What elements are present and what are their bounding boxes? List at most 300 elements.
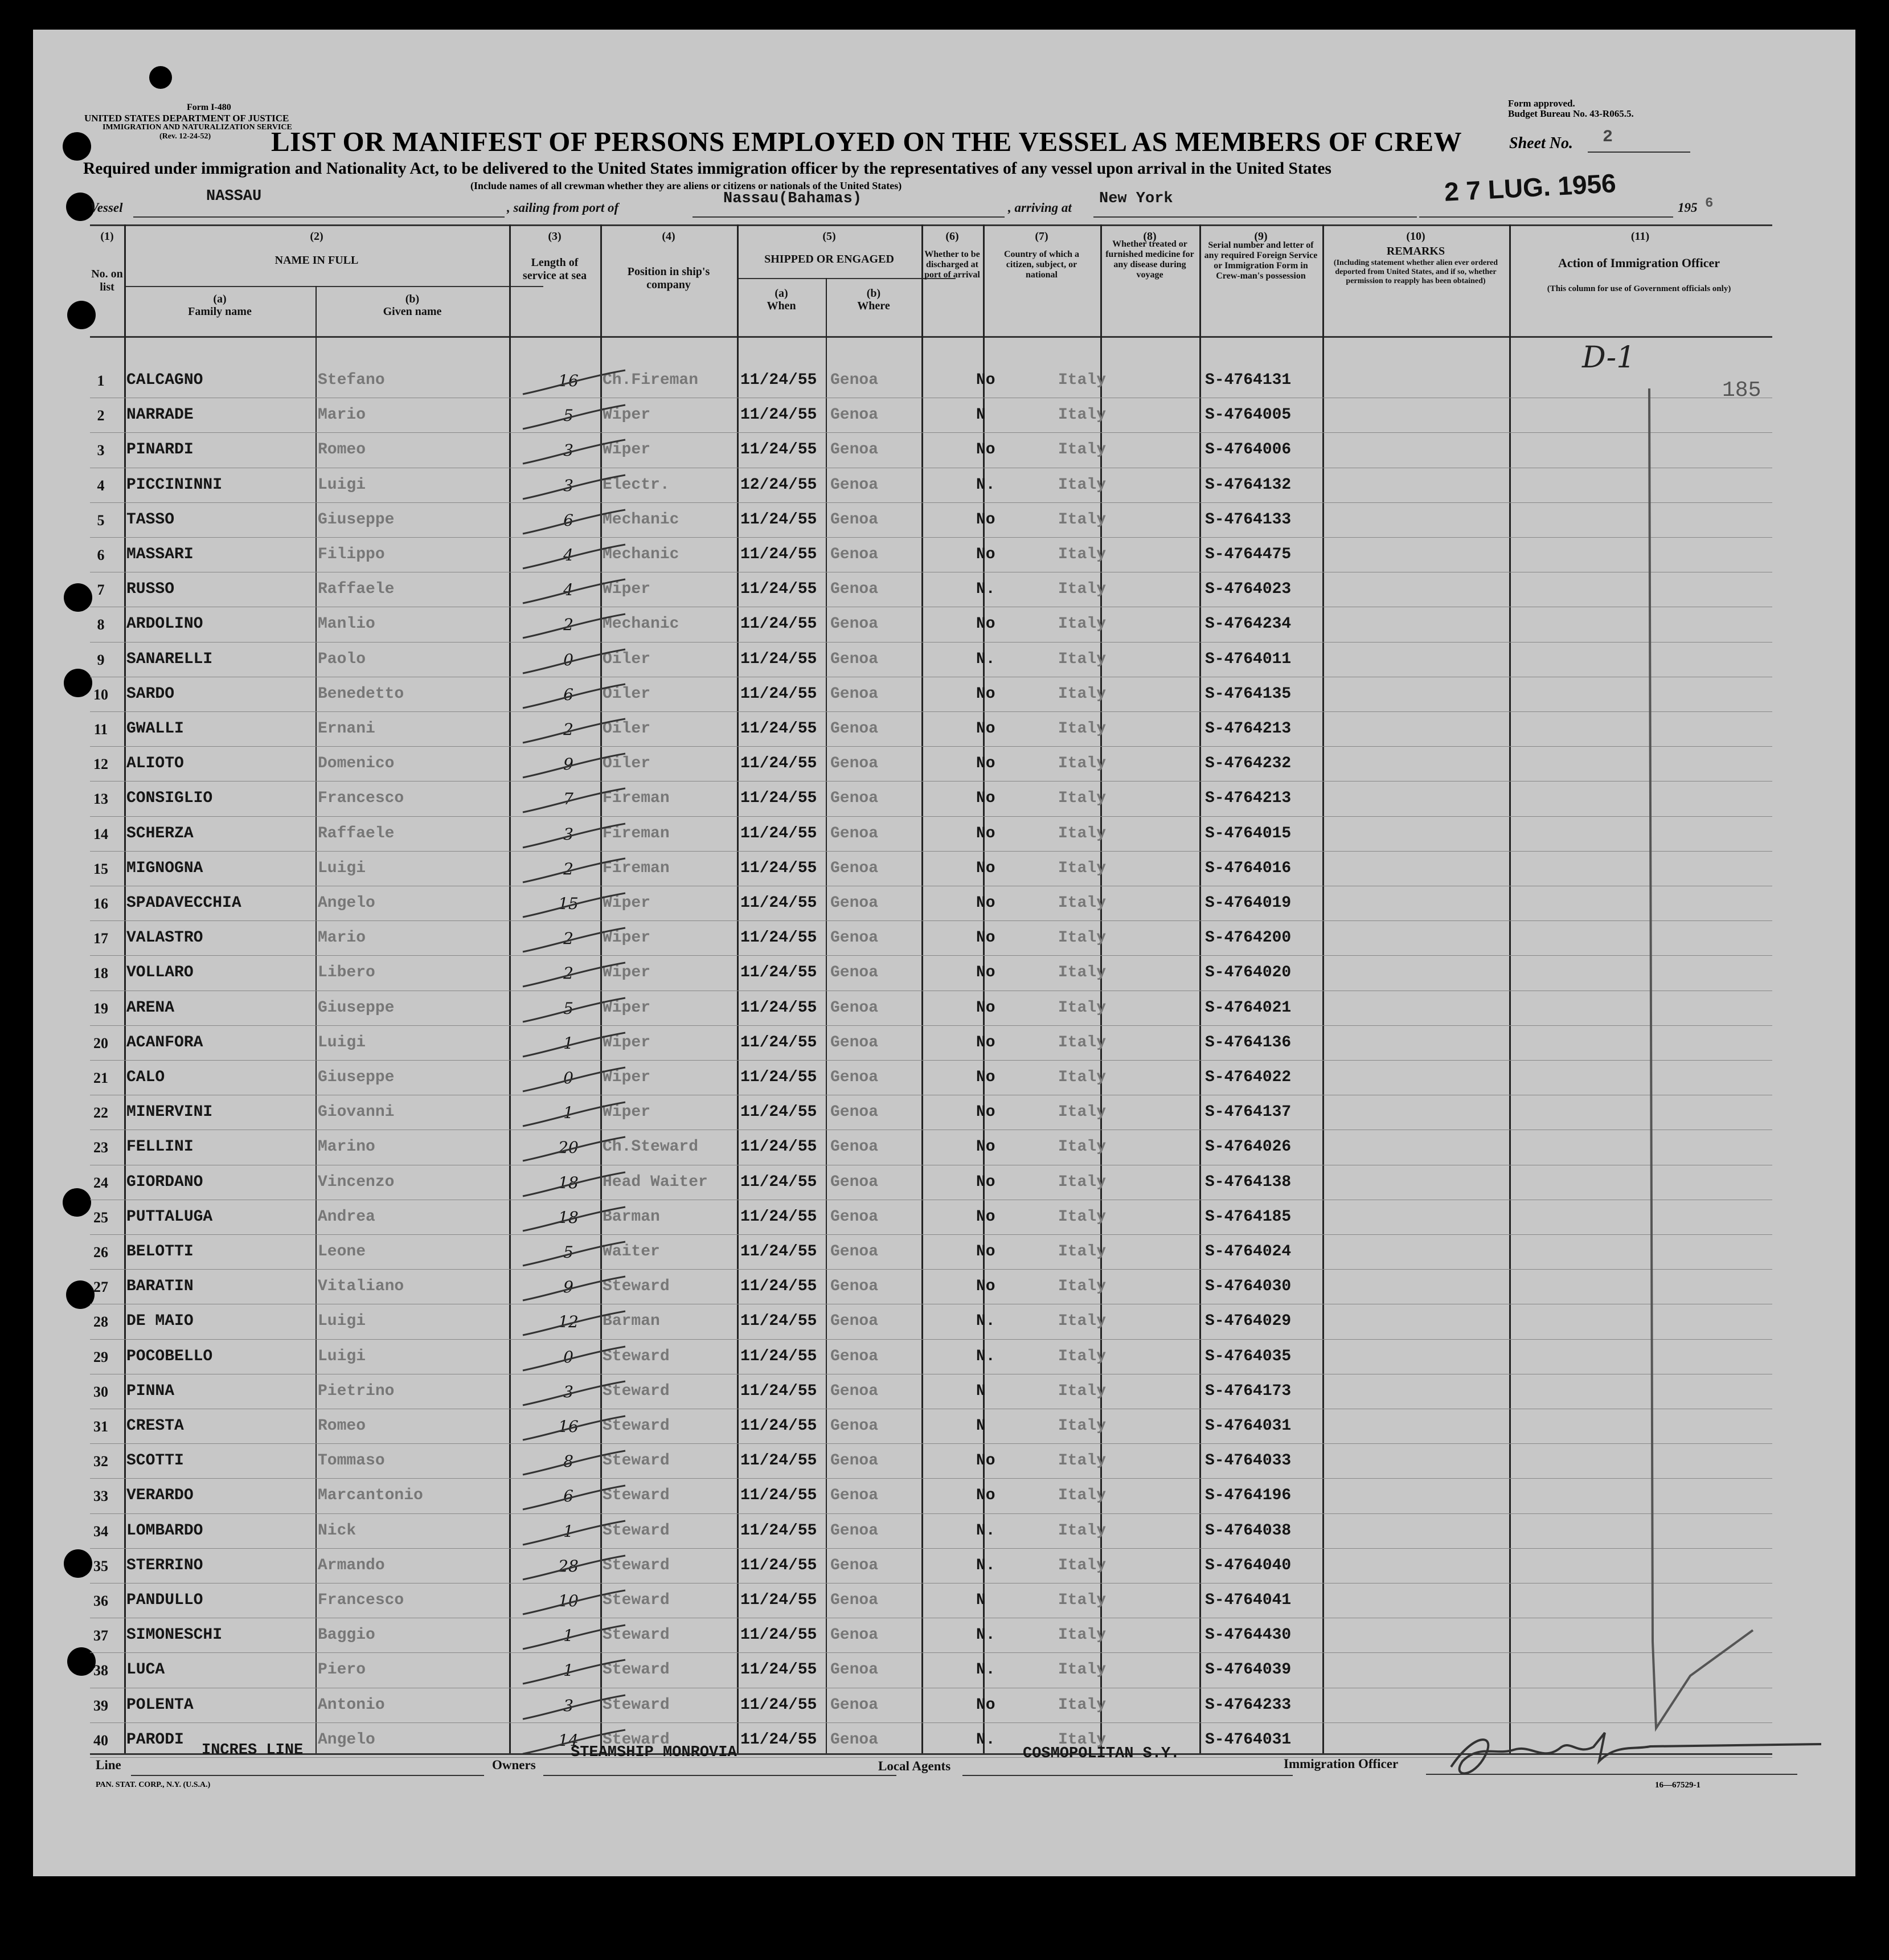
- check-mark-icon: [517, 1551, 631, 1585]
- given-name-cell: Domenico: [318, 755, 395, 773]
- shipped-when-cell: 11/24/55: [740, 441, 817, 459]
- position-cell: Fireman: [603, 789, 670, 808]
- family-name-cell: BARATIN: [126, 1278, 194, 1296]
- shipped-when-cell: 11/24/55: [740, 755, 817, 773]
- family-name-cell: POCOBELLO: [126, 1347, 213, 1365]
- check-mark-icon: [517, 854, 631, 888]
- col-10-label: REMARKS: [1386, 245, 1445, 257]
- check-mark-icon: [517, 1028, 631, 1062]
- country-cell: Italy: [1058, 1452, 1107, 1470]
- country-cell: Italy: [1058, 510, 1107, 529]
- discharged-cell: N: [976, 1417, 986, 1435]
- col-7-label: Country of which a citizen, subject, or national: [1003, 249, 1079, 280]
- shipped-when-cell: 11/24/55: [740, 929, 817, 947]
- discharged-cell: N: [976, 1591, 986, 1609]
- country-cell: Italy: [1058, 929, 1107, 947]
- country-cell: Italy: [1058, 615, 1107, 633]
- date-underline: [1419, 216, 1673, 218]
- given-name-cell: Vitaliano: [318, 1278, 404, 1296]
- position-cell: Ch.Steward: [603, 1138, 699, 1156]
- serial-number-cell: S-4764137: [1205, 1103, 1292, 1122]
- crew-row: [90, 817, 1772, 852]
- family-name-cell: SARDO: [126, 685, 175, 703]
- serial-number-cell: S-4764024: [1205, 1243, 1292, 1261]
- col-3-number: (3): [548, 230, 562, 243]
- sailing-from-label: , sailing from port of: [507, 200, 619, 215]
- year-digit: 6: [1705, 196, 1714, 211]
- shipped-when-cell: 11/24/55: [740, 1487, 817, 1505]
- family-name-cell: GWALLI: [126, 720, 184, 738]
- shipped-when-cell: 11/24/55: [740, 1730, 817, 1749]
- service-length-cell: 2: [563, 859, 573, 878]
- check-mark-icon: [517, 923, 631, 958]
- owners-underline: [543, 1775, 896, 1776]
- family-name-cell: ACANFORA: [126, 1033, 203, 1051]
- position-cell: Steward: [603, 1661, 670, 1679]
- family-name-cell: PANDULLO: [126, 1591, 203, 1609]
- crew-row: [90, 852, 1772, 886]
- serial-number-cell: S-4764200: [1205, 929, 1292, 947]
- check-mark-icon: [517, 435, 631, 469]
- row-number: 34: [93, 1523, 108, 1540]
- discharged-cell: No: [976, 685, 995, 703]
- service-length-cell: 4: [563, 580, 573, 600]
- service-length-cell: 14: [558, 1730, 579, 1750]
- family-name-cell: SANARELLI: [126, 650, 213, 668]
- punch-hole: [149, 66, 172, 89]
- shipped-where-cell: Genoa: [830, 371, 879, 389]
- position-cell: Wiper: [603, 406, 651, 424]
- given-name-cell: Luigi: [318, 859, 366, 877]
- country-cell: Italy: [1058, 476, 1107, 494]
- serial-number-cell: S-4764041: [1205, 1591, 1292, 1609]
- serial-number-cell: S-4764015: [1205, 824, 1292, 842]
- shipped-when-cell: 11/24/55: [740, 371, 817, 389]
- given-name-cell: Marino: [318, 1138, 375, 1156]
- form-title: LIST OR MANIFEST OF PERSONS EMPLOYED ON THE VESSEL AS MEMBERS OF CREW: [271, 126, 1462, 157]
- position-cell: Barman: [603, 1208, 660, 1226]
- discharged-cell: No: [976, 964, 995, 982]
- position-cell: Fireman: [603, 859, 670, 877]
- service-length-cell: 2: [563, 615, 573, 635]
- position-cell: Oiler: [603, 685, 651, 703]
- crew-row: [90, 607, 1772, 642]
- given-name-cell: Tommaso: [318, 1452, 385, 1470]
- shipped-where-cell: Genoa: [830, 964, 879, 982]
- serial-number-cell: S-4764011: [1205, 650, 1292, 668]
- col-5a-number: (a): [775, 287, 788, 300]
- family-name-cell: SCHERZA: [126, 824, 194, 842]
- service-length-cell: 3: [563, 824, 573, 844]
- shipped-when-cell: 11/24/55: [740, 1138, 817, 1156]
- local-agents-underline: [962, 1775, 1293, 1776]
- given-name-cell: Ernani: [318, 720, 375, 738]
- row-number: 32: [93, 1453, 108, 1470]
- given-name-cell: Marcantonio: [318, 1487, 423, 1505]
- shipped-when-cell: 11/24/55: [740, 546, 817, 563]
- row-number: 14: [93, 825, 108, 842]
- service-length-cell: 0: [563, 1347, 573, 1366]
- check-mark-icon: [517, 645, 631, 679]
- shipped-where-cell: Genoa: [830, 1347, 879, 1365]
- check-mark-icon: [517, 1481, 631, 1515]
- row-number: 9: [97, 651, 105, 668]
- shipped-when-cell: 11/24/55: [740, 685, 817, 703]
- row-number: 37: [93, 1627, 108, 1644]
- given-name-cell: Luigi: [318, 476, 366, 494]
- row-number: 38: [93, 1662, 108, 1679]
- col-5a-label: When: [767, 300, 796, 312]
- country-cell: Italy: [1058, 1730, 1107, 1749]
- position-cell: Wiper: [603, 894, 651, 912]
- serial-number-cell: S-4764031: [1205, 1417, 1292, 1435]
- service-length-cell: 18: [558, 1173, 579, 1192]
- row-number: 12: [93, 756, 108, 773]
- country-cell: Italy: [1058, 720, 1107, 738]
- row-number: 26: [93, 1244, 108, 1261]
- discharged-cell: N.: [976, 1347, 995, 1365]
- col-5-number: (5): [822, 230, 836, 243]
- shipped-where-cell: Genoa: [830, 894, 879, 912]
- position-cell: Wiper: [603, 964, 651, 982]
- given-name-cell: Giuseppe: [318, 1069, 395, 1086]
- discharged-cell: N.: [976, 1626, 995, 1644]
- row-number: 40: [93, 1732, 108, 1749]
- col-11-note: (This column for use of Government officials only): [1547, 284, 1731, 293]
- serial-number-cell: S-4764136: [1205, 1033, 1292, 1051]
- discharged-cell: No: [976, 441, 995, 459]
- service-length-cell: 1: [563, 1103, 573, 1123]
- family-name-cell: MIGNOGNA: [126, 859, 203, 877]
- position-cell: Steward: [603, 1452, 670, 1470]
- service-length-cell: 5: [563, 1243, 573, 1262]
- shipped-when-cell: 11/24/55: [740, 1033, 817, 1051]
- crew-row: [90, 1130, 1772, 1165]
- country-cell: Italy: [1058, 1696, 1107, 1714]
- family-name-cell: POLENTA: [126, 1696, 194, 1714]
- crew-row: [90, 363, 1772, 398]
- shipped-when-cell: 11/24/55: [740, 1626, 817, 1644]
- given-name-cell: Pietrino: [318, 1382, 395, 1400]
- shipped-where-cell: Genoa: [830, 1417, 879, 1435]
- shipped-where-cell: Genoa: [830, 789, 879, 808]
- serial-number-cell: S-4764232: [1205, 755, 1292, 773]
- given-name-cell: Romeo: [318, 441, 366, 459]
- given-name-cell: Raffaele: [318, 580, 395, 599]
- position-cell: Steward: [603, 1487, 670, 1505]
- given-name-cell: Angelo: [318, 894, 375, 912]
- shipped-when-cell: 11/24/55: [740, 1556, 817, 1574]
- crew-row: [90, 1549, 1772, 1583]
- discharged-cell: N: [976, 406, 986, 424]
- action-bracket-line: [1616, 366, 1798, 1733]
- discharged-cell: No: [976, 1208, 995, 1226]
- row-number: 22: [93, 1104, 108, 1122]
- row-number: 1: [97, 373, 105, 389]
- row-number: 27: [93, 1279, 108, 1296]
- position-cell: Mechanic: [603, 546, 679, 563]
- table-top-border: [90, 224, 1772, 226]
- service-length-cell: 1: [563, 1626, 573, 1646]
- col-5-label: SHIPPED OR ENGAGED: [764, 253, 894, 265]
- serial-number-cell: S-4764196: [1205, 1487, 1292, 1505]
- col-11-number: (11): [1630, 230, 1650, 243]
- shipped-where-cell: Genoa: [830, 755, 879, 773]
- col-8-number: (8): [1143, 230, 1157, 243]
- shipped-where-cell: Genoa: [830, 1243, 879, 1261]
- row-number: 17: [93, 930, 108, 947]
- port-to-value: New York: [1099, 190, 1173, 207]
- shipped-when-cell: 11/24/55: [740, 1661, 817, 1679]
- shipped-where-cell: Genoa: [830, 999, 879, 1017]
- position-cell: Oiler: [603, 650, 651, 668]
- country-cell: Italy: [1058, 1347, 1107, 1365]
- serial-number-cell: S-4764133: [1205, 510, 1292, 529]
- serial-number-cell: S-4764021: [1205, 999, 1292, 1017]
- position-cell: Mechanic: [603, 510, 679, 529]
- country-cell: Italy: [1058, 964, 1107, 982]
- country-cell: Italy: [1058, 685, 1107, 703]
- discharged-cell: N.: [976, 580, 995, 599]
- check-mark-icon: [517, 1098, 631, 1132]
- serial-number-cell: S-4764173: [1205, 1382, 1292, 1400]
- owners-value: STEAMSHIP MONROVIA: [571, 1744, 737, 1761]
- shipped-when-cell: 11/24/55: [740, 406, 817, 424]
- country-cell: Italy: [1058, 1278, 1107, 1296]
- country-cell: Italy: [1058, 1138, 1107, 1156]
- family-name-cell: ARENA: [126, 999, 175, 1017]
- service-length-cell: 12: [558, 1312, 579, 1332]
- row-number: 16: [93, 895, 108, 912]
- crew-row: [90, 398, 1772, 433]
- check-mark-icon: [517, 680, 631, 714]
- shipped-where-cell: Genoa: [830, 580, 879, 599]
- row-number: 15: [93, 860, 108, 877]
- col-1-label: No. on list: [91, 268, 123, 293]
- col-2-number: (2): [310, 230, 323, 243]
- serial-number-cell: S-4764213: [1205, 720, 1292, 738]
- discharged-cell: No: [976, 1173, 995, 1191]
- row-number: 13: [93, 791, 108, 808]
- shipped-when-cell: 11/24/55: [740, 1382, 817, 1400]
- line-underline: [131, 1775, 484, 1776]
- discharged-cell: No: [976, 1452, 995, 1470]
- given-name-cell: Filippo: [318, 546, 385, 563]
- row-number: 31: [93, 1418, 108, 1435]
- discharged-cell: N.: [976, 1730, 995, 1749]
- shipped-when-cell: 11/24/55: [740, 789, 817, 808]
- family-name-cell: MINERVINI: [126, 1103, 213, 1122]
- shipped-where-cell: Genoa: [830, 615, 879, 633]
- col-11-label: Action of Immigration Officer: [1558, 256, 1720, 270]
- check-mark-icon: [517, 889, 631, 923]
- given-name-cell: Mario: [318, 929, 366, 947]
- position-cell: Steward: [603, 1591, 670, 1609]
- given-name-cell: Francesco: [318, 1591, 404, 1609]
- col-2a-label: Family name: [188, 305, 252, 318]
- discharged-cell: N.: [976, 1556, 995, 1574]
- port-from-underline: [693, 216, 1005, 218]
- check-mark-icon: [517, 1621, 631, 1655]
- serial-number-cell: S-4764031: [1205, 1730, 1292, 1749]
- crew-row: [90, 1165, 1772, 1200]
- serial-number-cell: S-4764213: [1205, 789, 1292, 808]
- discharged-cell: No: [976, 546, 995, 563]
- given-name-cell: Giuseppe: [318, 510, 395, 529]
- year-label: 195: [1678, 200, 1698, 215]
- row-number: 19: [93, 1000, 108, 1017]
- service-length-cell: 20: [558, 1138, 579, 1157]
- position-cell: Steward: [603, 1556, 670, 1574]
- service-length-cell: 1: [563, 1033, 573, 1053]
- header-bottom-border: [90, 336, 1772, 338]
- family-name-cell: PINARDI: [126, 441, 194, 459]
- family-name-cell: SCOTTI: [126, 1452, 184, 1470]
- vessel-underline: [133, 216, 505, 218]
- position-cell: Steward: [603, 1521, 670, 1540]
- position-cell: Wiper: [603, 580, 651, 599]
- row-number: 8: [97, 616, 105, 633]
- shipped-when-cell: 11/24/55: [740, 1069, 817, 1086]
- country-cell: Italy: [1058, 371, 1107, 389]
- position-cell: Steward: [603, 1696, 670, 1714]
- discharged-cell: No: [976, 1033, 995, 1051]
- shipped-where-cell: Genoa: [830, 1138, 879, 1156]
- given-name-cell: Angelo: [318, 1730, 375, 1749]
- shipped-when-cell: 11/24/55: [740, 964, 817, 982]
- shipped-where-cell: Genoa: [830, 1556, 879, 1574]
- crew-row: [90, 643, 1772, 677]
- approval-line-2: Budget Bureau No. 43-R065.5.: [1508, 108, 1634, 119]
- row-number: 7: [97, 582, 105, 599]
- given-name-cell: Raffaele: [318, 824, 395, 842]
- check-mark-icon: [517, 749, 631, 783]
- given-name-cell: Romeo: [318, 1417, 366, 1435]
- serial-number-cell: S-4764135: [1205, 685, 1292, 703]
- position-cell: Steward: [603, 1626, 670, 1644]
- given-name-cell: Antonio: [318, 1696, 385, 1714]
- shipped-where-cell: Genoa: [830, 720, 879, 738]
- crew-row: [90, 1618, 1772, 1653]
- crew-row: [90, 1479, 1772, 1513]
- discharged-cell: No: [976, 824, 995, 842]
- position-cell: Oiler: [603, 720, 651, 738]
- discharged-cell: No: [976, 1696, 995, 1714]
- service-length-cell: 0: [563, 650, 573, 669]
- shipped-where-cell: Genoa: [830, 1173, 879, 1191]
- country-cell: Italy: [1058, 1208, 1107, 1226]
- family-name-cell: NARRADE: [126, 406, 194, 424]
- row-number: 30: [93, 1383, 108, 1400]
- family-name-cell: PUTTALUGA: [126, 1208, 213, 1226]
- serial-number-cell: S-4764475: [1205, 546, 1292, 563]
- given-name-cell: Luigi: [318, 1347, 366, 1365]
- serial-number-cell: S-4764033: [1205, 1452, 1292, 1470]
- given-name-cell: Manlio: [318, 615, 375, 633]
- row-number: 24: [93, 1174, 108, 1191]
- family-name-cell: CONSIGLIO: [126, 789, 213, 808]
- family-name-cell: DE MAIO: [126, 1312, 194, 1331]
- serial-number-cell: S-4764030: [1205, 1278, 1292, 1296]
- check-mark-icon: [517, 1202, 631, 1237]
- shipped-where-cell: Genoa: [830, 1696, 879, 1714]
- printer-credit: PAN. STAT. CORP., N.Y. (U.S.A.): [96, 1781, 211, 1789]
- service-length-cell: 2: [563, 720, 573, 739]
- service-length-cell: 6: [563, 510, 573, 530]
- family-name-cell: FELLINI: [126, 1138, 194, 1156]
- shipped-when-cell: 11/24/55: [740, 1312, 817, 1331]
- serial-number-cell: S-4764019: [1205, 894, 1292, 912]
- discharged-cell: No: [976, 1278, 995, 1296]
- check-mark-icon: [517, 470, 631, 505]
- crew-row: [90, 503, 1772, 538]
- family-name-cell: SIMONESCHI: [126, 1626, 223, 1644]
- service-length-cell: 9: [563, 1278, 573, 1297]
- shipped-where-cell: Genoa: [830, 1033, 879, 1051]
- given-name-cell: Leone: [318, 1243, 366, 1261]
- row-number: 10: [93, 686, 108, 703]
- row-number: 18: [93, 965, 108, 982]
- family-name-cell: ALIOTO: [126, 755, 184, 773]
- check-mark-icon: [517, 1272, 631, 1306]
- port-to-underline: [1093, 216, 1417, 218]
- check-mark-icon: [517, 1446, 631, 1480]
- row-number: 2: [97, 407, 105, 424]
- given-name-cell: Libero: [318, 964, 375, 982]
- col-2-label: NAME IN FULL: [274, 254, 359, 267]
- position-cell: Wiper: [603, 1103, 651, 1122]
- port-from-value: Nassau(Bahamas): [723, 190, 862, 207]
- row-number: 35: [93, 1557, 108, 1574]
- shipped-where-cell: Genoa: [830, 441, 879, 459]
- family-name-cell: LOMBARDO: [126, 1521, 203, 1540]
- discharged-cell: No: [976, 929, 995, 947]
- serial-number-cell: S-4764038: [1205, 1521, 1292, 1540]
- row-number: 3: [97, 442, 105, 459]
- shipped-when-cell: 11/24/55: [740, 1103, 817, 1122]
- country-cell: Italy: [1058, 1591, 1107, 1609]
- position-cell: Steward: [603, 1347, 670, 1365]
- check-mark-icon: [517, 1342, 631, 1376]
- service-length-cell: 5: [563, 406, 573, 425]
- row-number: 39: [93, 1697, 108, 1714]
- service-length-cell: 10: [558, 1591, 579, 1610]
- shipped-when-cell: 11/24/55: [740, 1521, 817, 1540]
- officer-signature: [1428, 1721, 1827, 1784]
- shipped-when-cell: 11/24/55: [740, 650, 817, 668]
- serial-number-cell: S-4764185: [1205, 1208, 1292, 1226]
- row-number: 6: [97, 547, 105, 563]
- country-cell: Italy: [1058, 1626, 1107, 1644]
- position-cell: Steward: [603, 1382, 670, 1400]
- discharged-cell: No: [976, 789, 995, 808]
- crew-row: [90, 1026, 1772, 1061]
- discharged-cell: No: [976, 1138, 995, 1156]
- col-4-label: Position in ship's company: [627, 265, 710, 291]
- gpo-code: 16—67529-1: [1655, 1781, 1700, 1790]
- check-mark-icon: [517, 540, 631, 574]
- crew-row: [90, 991, 1772, 1026]
- crew-row: [90, 712, 1772, 747]
- country-cell: Italy: [1058, 824, 1107, 842]
- given-name-cell: Francesco: [318, 789, 404, 808]
- shipped-when-cell: 11/24/55: [740, 859, 817, 877]
- position-cell: Wiper: [603, 929, 651, 947]
- country-cell: Italy: [1058, 1417, 1107, 1435]
- shipped-when-cell: 11/24/55: [740, 580, 817, 599]
- service-length-cell: 3: [563, 1696, 573, 1715]
- family-name-cell: MASSARI: [126, 546, 194, 563]
